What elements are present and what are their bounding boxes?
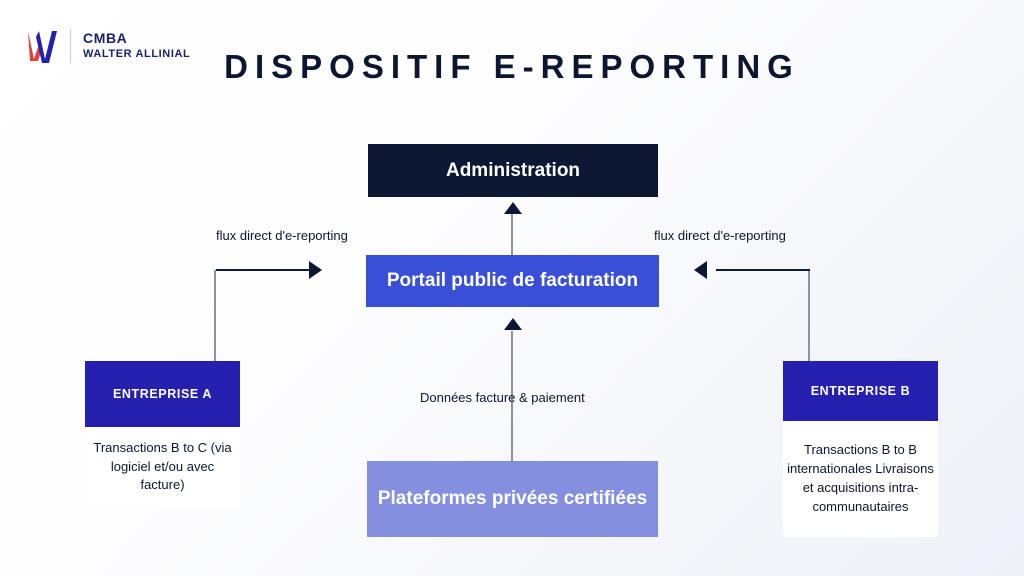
connector-portail-to-administration [511, 214, 513, 256]
node-plateformes-privees-certifiees [367, 461, 658, 537]
connector-entreprise-a-to-portail [216, 269, 310, 271]
connector-entreprise-b-riser [808, 270, 810, 362]
arrowhead-entreprise-a-to-portail [309, 261, 322, 279]
node-portail-public-de-facturation [366, 255, 659, 307]
node-plateformes-label: Plateformes privées certifiées [377, 488, 648, 510]
arrowhead-entreprise-b-to-portail [694, 261, 707, 279]
caption-entreprise-b-text: Transactions B to B internationales Livraisons et acquisitions intra-communautaires [787, 442, 934, 514]
caption-entreprise-b [783, 421, 938, 537]
node-portail-label: Portail public de facturation [386, 270, 639, 291]
node-administration-label: Administration [445, 159, 581, 181]
label-flux-direct-left: flux direct d'e-reporting [216, 228, 348, 243]
label-donnees-facture-paiement: Données facture & paiement [420, 390, 585, 405]
node-entreprise-b-label: ENTREPRISE B [810, 384, 911, 398]
page-title: DISPOSITIF E-REPORTING [224, 48, 800, 85]
caption-entreprise-a [85, 427, 240, 507]
node-entreprise-a [85, 361, 240, 427]
arrowhead-portail-to-administration [504, 202, 522, 214]
logo-name-top: CMBA [83, 30, 128, 47]
connector-entreprise-a-riser [214, 270, 216, 362]
label-flux-direct-right: flux direct d'e-reporting [654, 228, 786, 243]
node-administration [368, 144, 658, 197]
node-entreprise-a-label: ENTREPRISE A [112, 387, 213, 401]
connector-entreprise-b-to-portail [716, 269, 810, 271]
caption-entreprise-a-text: Transactions B to C (via logiciel et/ou avec facture) [93, 439, 232, 493]
arrowhead-plateformes-to-portail [504, 318, 522, 330]
logo-name-bottom: WALTER ALLINIAL [83, 47, 191, 60]
node-entreprise-b [783, 361, 938, 421]
